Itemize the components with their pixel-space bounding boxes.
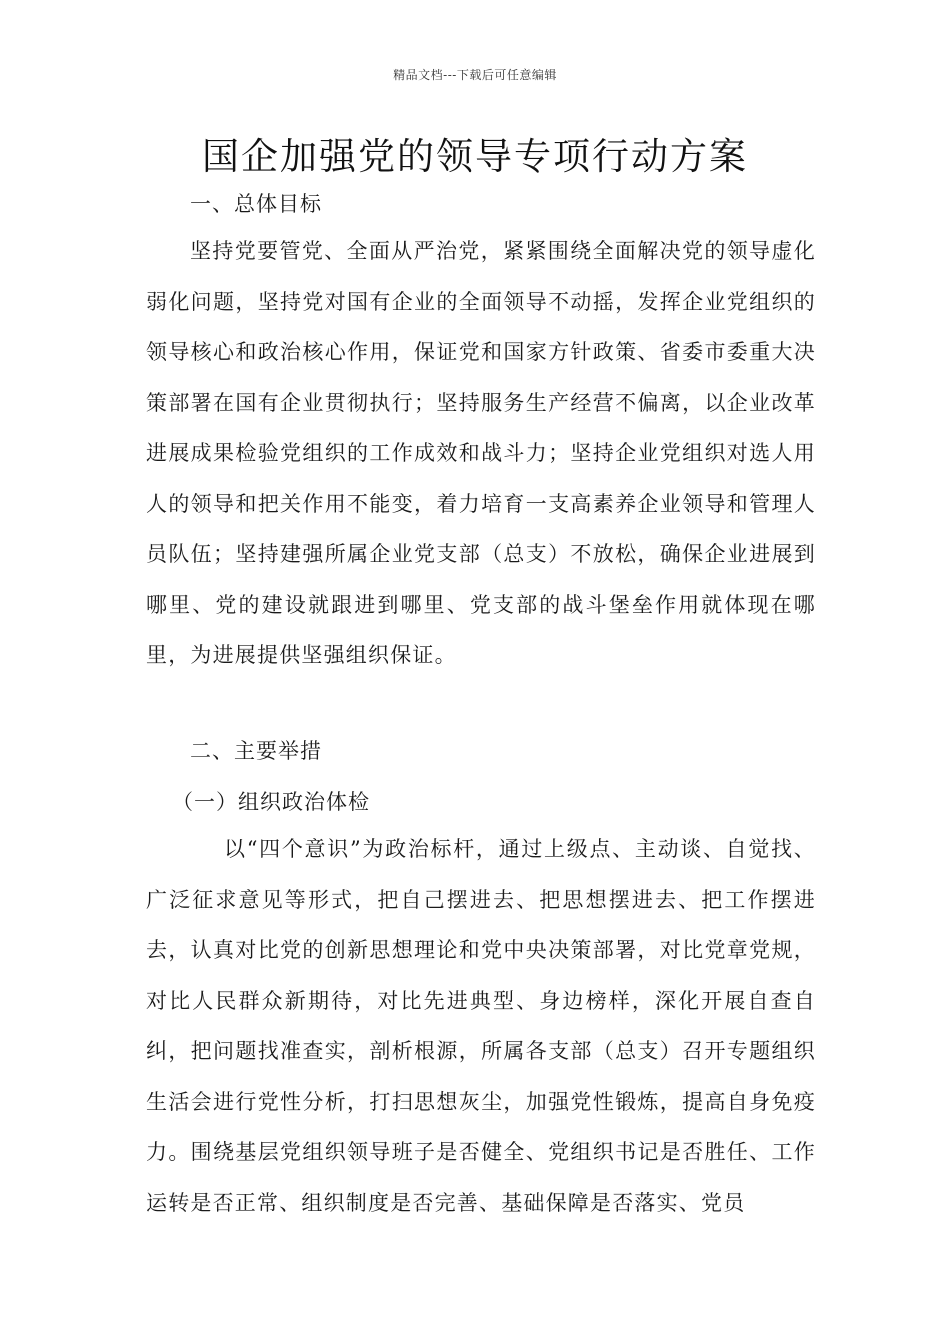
document-title: 国企加强党的领导专项行动方案 (202, 135, 748, 178)
subsection-heading-political-checkup: （一）组织政治体检 (172, 790, 370, 814)
subsection-paragraph-political-checkup: 以“四个意识”为政治标杆，通过上级点、主动谈、自觉找、广泛征求意见等形式，把自己摆进去、把思想摆进去、把工作摆进去，认真对比党的创新思想理论和党中央决策部署，对比党章党规，对比人民群众新期待，对比先进典型、身边榜样，深化开展自查自纠，把问题找准查实，剖析根源，所属各支部（总支）召开专题组织生活会进行党性分析，打扫思想灰尘，加强党性锻炼，提高自身免疫力。围绕基层党组织领导班子是否健全、党组织书记是否胜任、工作运转是否正常、组织制度是否完善、基础保障是否落实、党员 (146, 837, 816, 1215)
section-paragraph-overall-goal: 坚持党要管党、全面从严治党，紧紧围绕全面解决党的领导虚化弱化问题，坚持党对国有企业的全面领导不动摇，发挥企业党组织的领导核心和政治核心作用，保证党和国家方针政策、省委市委重大决策部署在国有企业贯彻执行；坚持服务生产经营不偏离，以企业改革进展成果检验党组织的工作成效和战斗力；坚持企业党组织对选人用人的领导和把关作用不能变，着力培育一支高素养企业领导和管理人员队伍；坚持建强所属企业党支部（总支）不放松，确保企业进展到哪里、党的建设就跟进到哪里、党支部的战斗堡垒作用就体现在哪里，为进展提供坚强组织保证。 (146, 239, 816, 667)
section-heading-main-measures: 二、主要举措 (190, 739, 322, 763)
section-heading-overall-goal: 一、总体目标 (190, 192, 322, 216)
page-header: 精品文档---下载后可任意编辑 (393, 68, 557, 82)
